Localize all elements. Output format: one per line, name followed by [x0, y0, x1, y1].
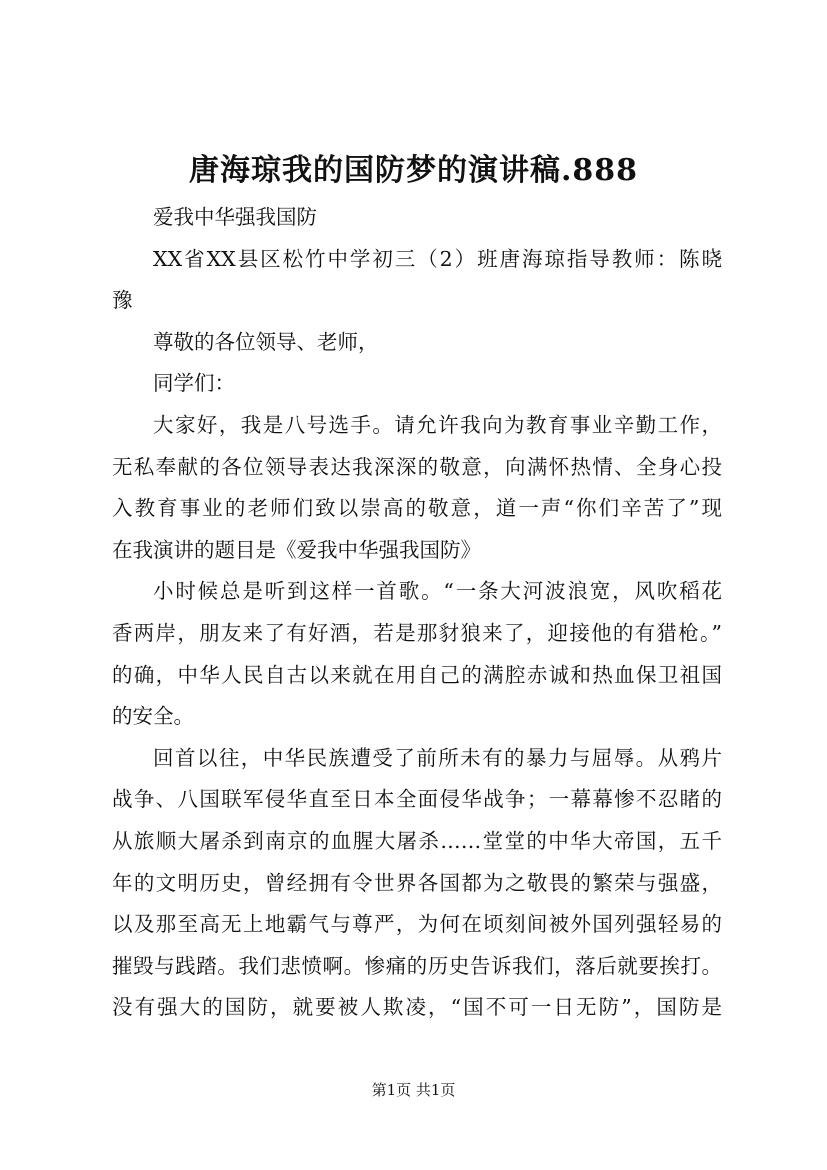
text-line: 入教育事业的老师们致以崇高的敬意，道一声“你们辛苦了”现 [112, 496, 722, 521]
text-line: 年的文明历史，曾经拥有令世界各国都为之敬畏的繁荣与强盛， [112, 870, 722, 895]
text-line: 的安全。 [112, 704, 194, 729]
text-line: 摧毁与践踏。我们悲愤啊。惨痛的历史告诉我们，落后就要挨打。 [112, 953, 722, 978]
text-line: 的确，中华人民自古以来就在用自己的满腔赤诚和热血保卫祖国 [112, 662, 722, 687]
text-line: 无私奉献的各位领导表达我深深的敬意，向满怀热情、全身心投 [112, 454, 722, 479]
text-line: 小时候总是听到这样一首歌。“一条大河波浪宽，风吹稻花 [153, 579, 722, 604]
text-line: 没有强大的国防，就要被人欺凌，“国不可一日无防”，国防是 [112, 995, 722, 1020]
text-line: 以及那至高无上地霸气与尊严，为何在顷刻间被外国列强轻易的 [112, 912, 722, 937]
text-line: 从旅顺大屠杀到南京的血腥大屠杀……堂堂的中华大帝国，五千 [112, 828, 722, 853]
text-line: 战争、八国联军侵华直至日本全面侵华战争；一幕幕惨不忍睹的 [112, 787, 722, 812]
document-title: 唐海琼我的国防梦的演讲稿.888 [188, 153, 639, 188]
text-line: 爱我中华强我国防 [153, 205, 317, 229]
text-line: 在我演讲的题目是《爱我中华强我国防》 [112, 537, 481, 562]
text-line: 香两岸，朋友来了有好酒，若是那豺狼来了，迎接他的有猎枪。” [112, 620, 722, 645]
text-line: 大家好，我是八号选手。请允许我向为教育事业辛勤工作， [153, 412, 722, 437]
text-line: 豫 [112, 288, 133, 313]
text-line: XX省XX县区松竹中学初三（2）班唐海琼指导教师：陈晓 [153, 246, 722, 271]
text-line: 回首以往，中华民族遭受了前所未有的暴力与屈辱。从鸦片 [153, 745, 722, 770]
text-line: 尊敬的各位领导、老师， [153, 329, 379, 354]
page-footer: 第1页 共1页 [371, 1081, 456, 1099]
document-body [112, 197, 722, 1029]
text-line: 同学们： [153, 371, 235, 396]
